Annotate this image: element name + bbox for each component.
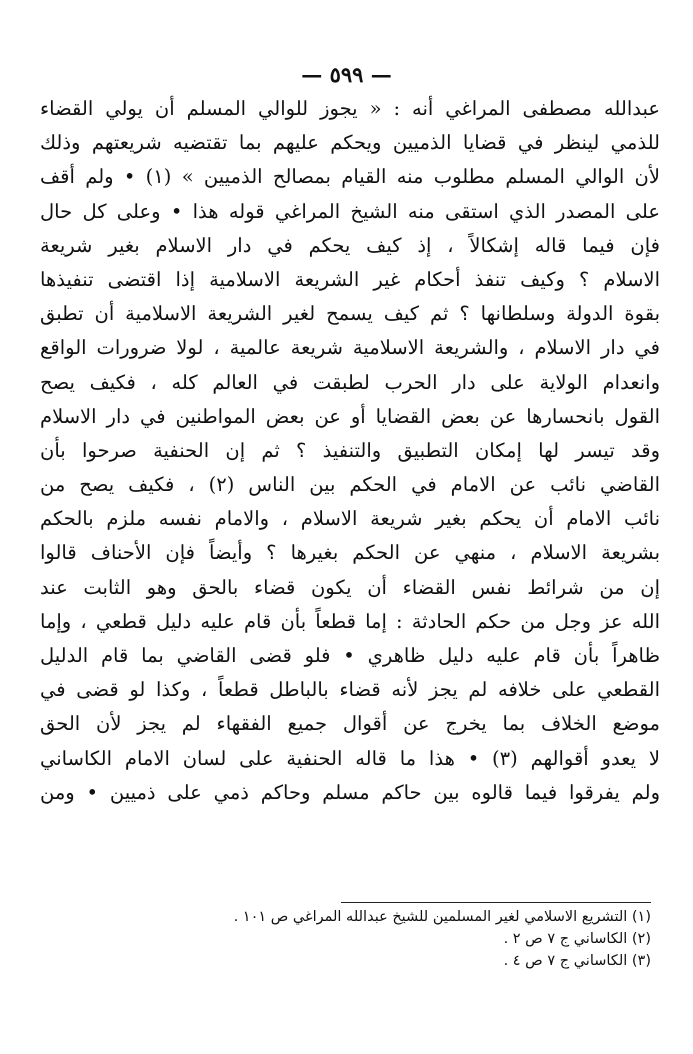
text-line: الاسلام ؟ وكيف تنفذ أحكام غير الشريعة الاسلامية إذا اقتضى تنفيذها xyxy=(40,267,660,291)
text-line: فإن فيما قاله إشكالاً ، إذ كيف يحكم في دار الاسلام بغير شريعة xyxy=(40,233,660,257)
text-line: للذمي لينظر في قضايا الذميين ويحكم عليهم بما تقتضيه شريعتهم وذلك xyxy=(40,131,660,155)
text-line: ظاهراً بأن قام عليه دليل ظاهري • فلو قضى القاضي بما قام الدليل xyxy=(40,644,660,667)
text-line: على المصدر الذي استقى منه الشيخ المراغي قوله هذا • وعلى كل حال xyxy=(40,199,660,223)
text-line: الله عز وجل من حكم الحادثة : إما قطعاً بأن قام عليه دليل قطعي ، وإما xyxy=(40,609,660,633)
text-line: عبدالله مصطفى المراغي أنه : « يجوز للوالي المسلم أن يولي القضاء xyxy=(40,97,660,120)
text-line: القاضي نائب عن الامام في الحكم بين الناس (٢) ، فكيف يصح من xyxy=(40,473,660,497)
footnotes xyxy=(31,906,651,972)
text-line: في دار الاسلام ، والشريعة الاسلامية شريعة عالمية ، لولا ضرورات الواقع xyxy=(40,336,660,360)
footnote: (١) التشريع الاسلامي لغير المسلمين للشيخ عبدالله المراغي ص ١٠١ . xyxy=(233,909,651,925)
text-line: ولم يفرقوا فيما قالوه بين حاكم مسلم وحاكم ذمي على ذميين • ومن xyxy=(40,780,660,804)
footnote: (٢) الكاساني ج ٧ ص ٢ . xyxy=(503,931,651,947)
body-text xyxy=(40,92,660,810)
footnote: (٣) الكاساني ج ٧ ص ٤ . xyxy=(503,953,651,969)
text-line: إن من شرائط نفس القضاء أن يكون قضاء بالحق وهو الثابت عند xyxy=(40,575,660,599)
text-line: القول بانحسارها عن بعض القضايا أو عن بعض المواطنين في دار الاسلام xyxy=(40,404,660,428)
footnote-divider xyxy=(341,902,651,903)
text-line: بقوة الدولة وسلطانها ؟ ثم كيف يسمح لغير الشريعة الاسلامية أن تطبق xyxy=(40,302,660,326)
page-number: — ٥٩٩ — xyxy=(301,62,392,87)
text-line: بشريعة الاسلام ، منهي عن الحكم بغيرها ؟ وأيضاً فإن الأحناف قالوا xyxy=(40,541,660,565)
text-line: القطعي على خلافه لم يجز لأنه قضاء بالباطل قطعاً ، وكذا لو قضى في xyxy=(40,678,660,702)
text-line: موضع الخلاف بما يخرج عن أقوال جميع الفقهاء لم يجز لأن الحق xyxy=(40,712,660,736)
text-line: وقد تيسر لها إمكان التطبيق والتنفيذ ؟ ثم إن الحنفية صرحوا بأن xyxy=(40,438,660,462)
text-line: وانعدام الولاية على دار الحرب لطبقت في العالم كله ، فكيف يصح xyxy=(40,370,660,394)
text-line: نائب الامام أن يحكم بغير شريعة الاسلام ، والامام نفسه ملزم بالحكم xyxy=(40,507,660,531)
text-line: لأن الوالي المسلم مطلوب منه القيام بمصالح الذميين » (١) • ولم أقف xyxy=(40,165,660,189)
text-line: لا يعدو أقوالهم (٣) • هذا ما قاله الحنفية على لسان الامام الكاساني xyxy=(40,746,660,770)
